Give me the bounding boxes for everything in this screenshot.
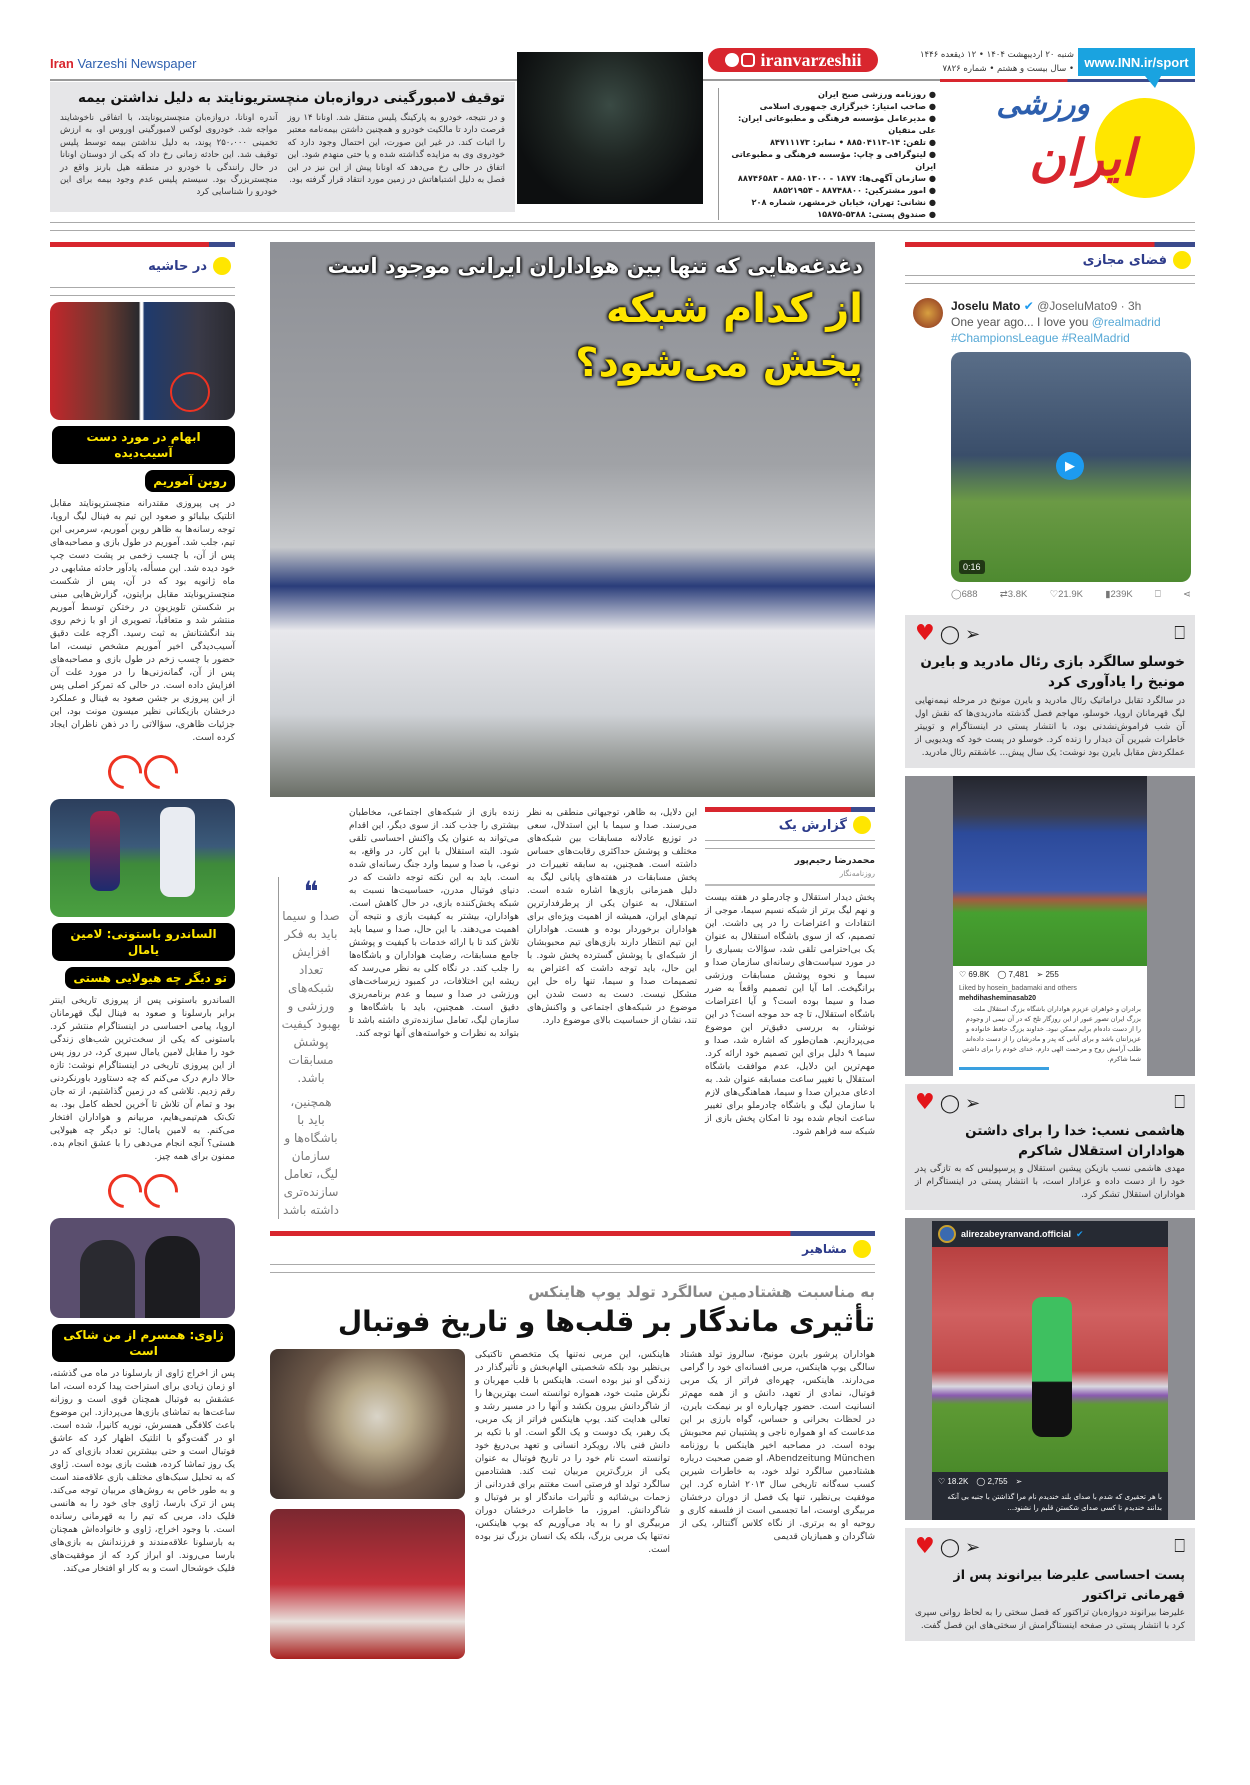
bookmark-icon[interactable]: ⎕ (1174, 1092, 1185, 1113)
story-title: خوسلو سالگرد بازی رئال مادرید و بایرن مونیخ را یادآوری کرد (920, 654, 1185, 690)
brand-line (50, 56, 196, 71)
heynckes-col2: هاینکس، این مربی نه‌تنها یک متخصص تاکتیکی بی‌نظیر بود بلکه شخصیتی الهام‌بخش و تأثیرگذار در زندگی او نیز بوده است. هاینکس با قلب مهربان و نگرش مثبت خود، همواره توانسته است بهترین‌ها را از شاگردانش بیرون بکشد و آنها را در مسیر رشد و تعالی هدایت کند. یوپ هاینکس فراتر از یک مربی، یک رهبر، یک دوست و یک الگو است. او با تکیه بر دانش فنی بالا، رویکرد انسانی و تعهد بی‌دریغ خود توانسته است نام خود را در تاریخ فوتبال به عنوان یکی از بزرگ‌ترین مربیان ثبت کند. هشتادمین سالگرد تولد او فرصتی است مغتنم برای قدردانی از زحمات بی‌شائبه و تأثیرات ماندگار او بر فوتبال و شاگردانش. امروز، ما خاطرات درخشان دوران مربیگری او را به یاد می‌آوریم که یوپ هاینکس، نه‌تنها یک مربی بزرگ، بلکه یک انسان بزرگ نیز بوده است. (475, 1350, 670, 1555)
masthead-line: ● صاحب امتیاز: خبرگزاری جمهوری اسلامی (759, 101, 936, 111)
quote-icon: ❝ (303, 875, 319, 908)
caption-bastoni-1: الساندرو باستونی: لامین یامال (52, 923, 235, 961)
comment-icon[interactable]: ◯ (939, 1093, 960, 1114)
page-body (50, 242, 1195, 1679)
right-column (905, 242, 1195, 1641)
website-url: www.INN.ir/sport (1084, 54, 1189, 70)
reply-count[interactable]: ◯688 (951, 589, 978, 600)
heart-icon[interactable]: ♥ (915, 621, 935, 646)
yellow-dot-icon (1173, 251, 1191, 269)
post-photo (953, 776, 1147, 966)
heynckes-photo-2 (270, 1509, 465, 1659)
main-col2: این دلایل، به ظاهر، توجیهاتی منطقی به نظر می‌رسند. صدا و سیما با این استدلال، سعی در توزیع عادلانه مسابقات بین شبکه‌های مختلف و پوشش حداکثری رقابت‌های حساس داشته است. همچنین، به سابقه تغییرات در پخش مسابقات در هفته‌های پایانی لیگ به دلیل همزمانی بازی‌ها اشاره شده است. استقلال، به عنوان یکی از پرطرفدارترین تیم‌های ایران، همیشه از اهمیت ویژه‌ای برای هواداران برخوردار بوده و هست. هواداران این تیم انتظار دارند بازی‌های تیم محبوبشان از شبکه‌ای با پوشش گسترده پخش شود. با این حال، باید توجه داشت که اعتراض به تصمیمات صدا و سیما، تنها راه حل این مشکل نیست. دست به دست شدن این موضوع در شبکه‌های اجتماعی و واکنش‌های تند، نشان از حساسیت بالای موضوع دارد. (527, 808, 697, 1026)
author-role: روزنامه‌نگار (839, 869, 875, 878)
heart-icon[interactable]: ♥ (915, 1534, 935, 1559)
telegram-icon (725, 53, 739, 67)
post-user[interactable]: mehdihasheminasab20 (959, 995, 1037, 1002)
section-rule (705, 840, 875, 849)
comment-count[interactable]: ◯ 2,755 (976, 1477, 1008, 1486)
verified-icon: ✔ (1076, 1228, 1084, 1239)
tweet-name: Joselu Mato (951, 299, 1021, 313)
website-badge[interactable] (1078, 48, 1195, 76)
author-name: محمدرضا رحیم‌پور (794, 856, 875, 866)
heart-icon[interactable]: ♥ (915, 1090, 935, 1115)
send-icon[interactable]: ➢ (965, 1537, 981, 1558)
comment-icon[interactable]: ◯ (939, 624, 960, 645)
play-icon[interactable]: ▶ (1056, 452, 1084, 480)
masthead-line: ● امور مشترکین: ۸۸۷۴۸۸۰۰ - ۸۸۵۲۱۹۵۴ (772, 185, 936, 195)
logo-text-sub: ورزشی (996, 87, 1090, 122)
like-count[interactable]: ♡ 69.8K (959, 970, 990, 979)
amorim-body: در پی پیروزی مقتدرانه منچستریونایتد مقابل اتلتیک بیلبائو و صعود این تیم به فینال لیگ اروپا، توجه رسانه‌ها به ظاهر روبن آموریم، سرمربی این تیم، جلب شد. آموریم در طول بازی و مصاحبه‌های پس از آن، با چسب زخمی بر پشت دست چپ خود دیده شد. این مسأله، یادآور حادثه مشابهی در ماه ژانویه بود که در آن، پس از شکست منچستریونایتد مقابل برایتون، گزارش‌هایی مبنی بر شکستن تلویزیون در رختکن توسط آموریم منتشر شد و متعاقباً، تصویری از او با زخم روی بند انگشتانش به ثبت رسید. اگرچه علت دقیق آسیب‌دیدگی اخیر آموریم مشخص نیست، اما حضور با چسب زخم در طول بازی و مصاحبه‌های پس از آن، گمانه‌زنی‌ها را در مورد علت آن افزایش داده است. در حالی که تمرکز اصلی پس از این پیروزی بر جشن صعود به فینال و عملکرد درخشان بازیکنانی نظیر میسون مونت بود، این جزئیات ظاهری، سؤالاتی را در ذهن ناظران ایجاد کرده است. (49, 499, 235, 743)
liked-by: Liked by hosein_badamaki and others (959, 985, 1077, 992)
lamborghini-photo (517, 52, 703, 204)
tweet-handle: @JoseluMato9 · 3h (1037, 299, 1142, 313)
section-header-social: فضای مجازی (905, 247, 1195, 275)
left-column (50, 242, 235, 1576)
progress-dots (959, 1067, 1049, 1070)
post-caption: برادران و خواهران عزیزم هواداران باشگاه بزرگ استقلال ملت بزرگ ایران تصور عبور از این روزگار تلخ که در آن نیمی از وجودم را از دست داده‌ام برایم ممکن نبود. خداوند بزرگ حافظ خانواده و عزیزانتان باشد و برای آنانی که پدر و مادرشان را از دست داده‌اند طلب آرامش روح و مرحمت الهی دارم. خدای خودم را برای داشتن شما شاکرم. (962, 1005, 1141, 1063)
main-columns (270, 807, 875, 1219)
logo (945, 88, 1195, 210)
instagram-post-hashemi[interactable] (905, 776, 1195, 1076)
tweet-video[interactable] (951, 352, 1191, 582)
masthead-info (718, 88, 936, 220)
heynckes-col1: هواداران پرشور بایرن مونیخ، سالروز تولد هشتاد سالگی یوپ هاینکس، مربی افسانه‌ای خود را گرامی می‌دارند. هاینکس، چهره‌ای فراتر از یک مربی فوتبال، نمادی از تعهد، دانش و از همه مهم‌تر انسانیت است. حضور چهارباره او بر نیمکت بایرن، در لحظات بحرانی و حساس، گواه بارزی بر این مدعاست که او همواره ناجی و پشتیبان تیم محبوبش بوده است. در مصاحبه اخیر هاینکس با روزنامه Abendzeitung München، او ضمن صحبت درباره هشتادمین سالگرد تولد خود، به خاطرات شیرین کسب سه‌گانه تاریخی سال ۲۰۱۳ اشاره کرد. این موفقیت بی‌نظیر، تنها یک فصل از دوران درخشان مربیگری اوست، اما تجسمی است از فلسفه کاری و روحیه او به برتری. از نگاه کلاس آگنتالر، یکی از شاگردان و همبازیان قدیمی (680, 1350, 875, 1542)
quote-icon (50, 1170, 235, 1212)
yellow-dot-icon (213, 257, 231, 275)
author (705, 855, 875, 886)
heynckes-section (270, 1231, 875, 1659)
retweet-count[interactable]: ⇄3.8K (999, 589, 1028, 600)
story-title: هاشمی نسب: خدا را برای داشتن هواداران استقلال شاکرم (965, 1123, 1185, 1159)
send-icon[interactable]: ➢ (965, 1093, 981, 1114)
section-header-margin: در حاشیه (50, 253, 235, 281)
story-joselu (905, 615, 1195, 768)
main-title-1: از کدام شبکه (605, 286, 863, 332)
xavi-body: پس از اخراج ژاوی از بارسلونا در ماه می گذشته، او زمان زیادی برای استراحت پیدا کرده است، اما عشقش به فوتبال همچنان قوی است و روزانه ساعت‌ها به تماشای بازی‌ها می‌پردازد. این موضوع باعث کلافگی همسرش، نوریه کانیرا، شده است. او در گفت‌وگو با اتلتیک اظهار کرد که عاشق فوتبال است و حتی بیشترین تعداد بازی‌ای که در یک روز تماشا کرده، هشت بازی بوده است. ژاوی که به تحلیل سبک‌های مختلف بازی علاقه‌مند است و به طور خاص به روش‌های مربیان توجه می‌کند. پس از ترک بارسا، ژاوی جای خود را به هانسی فلیک داد، مربی که تیم را به قهرمانی رسانده است. با وجود اخراج، ژاوی و خانواده‌اش همچنان به بارسلونا علاقه‌مندند و فرزندانش به بازی‌های بارسا می‌روند. او ابراز کرد که از موفقیت‌های فلیک خوشحال است و به کار او افتخار می‌کند. (50, 1369, 235, 1574)
bookmark-icon[interactable]: ⎕ (1154, 589, 1161, 600)
post-user[interactable]: alirezabeyranvand.official (961, 1229, 1072, 1239)
brand-blue: Varzeshi Newspaper (77, 56, 197, 71)
heynckes-title: تأثیری ماندگار بر قلب‌ها و تاریخ فوتبال (337, 1305, 875, 1338)
masthead-line: ● نشانی: تهران، خیابان خرمشهر، شماره ۲۰۸ (751, 197, 936, 207)
story-body: مهدی هاشمی نسب بازیکن پیشین استقلال و پرسپولیس که به تازگی پدر خود را از دست داده و عزادار است، با انتشار پستی در اینستاگرام از هواداران استقلال تشکر کرد. (915, 1164, 1185, 1200)
instagram-post-beiranvand[interactable] (905, 1218, 1195, 1520)
top-story-col1: آندره اونانا، دروازه‌بان منچستریونایتد، با اتفاقی ناخوشایند مواجه شد. خودروی لوکس لامبورگینی اوروس او، به ارزش تخمینی ۲۵۰،۰۰۰ پوند، به دلیل نداشتن بیمه توسط پلیس توقیف شد. این حادثه زمانی رخ داد که یکی از دوستان اونانا در حال رانندگی با خودرو در منطقه هیل بارنز واقع در منچستربزرگ بود. سیستم پلیس عدم وجود بیمه برای این خودرو را شناسایی کرد (60, 113, 278, 198)
caption-amorim-2: روبن آموریم (145, 470, 235, 492)
date-line: شنبه ۲۰ اردیبهشت ۱۴۰۴ • ۱۲ ذیقعده ۱۴۴۶ (919, 50, 1074, 60)
amorim-photo (50, 302, 235, 420)
caption-amorim-1: ابهام در مورد دست آسیب‌دیده (52, 426, 235, 464)
date-block (882, 48, 1074, 76)
top-story-col2: و در نتیجه، خودرو به پارکینگ پلیس منتقل شد. اونانا ۱۴ روز فرصت دارد تا مالکیت خودرو و همچنین داشتن بیمه‌نامه معتبر را اثبات کند. در غیر این صورت، این احتمال وجود دارد که خودروی وی به مزایده گذاشته شده و یا حتی منهدم شود. این اتفاق در حالی رخ می‌دهد که اونانا پیش از این نیز در این فصل به دلیل اشتباهاتش در زمین مورد انتقاد قرار گرفته بود. (287, 113, 505, 186)
pull-quote: ❝ صدا و سیما باید به فکر افزایش تعداد شبکه‌های ورزشی و بهبود کیفیت پوشش مسابقات باشد. همچنین، باید با باشگاه‌ها و سازمان لیگ، تعامل سازنده‌تری داشته باشد (278, 877, 341, 1219)
caption-xavi: ژاوی: همسرم از من شاکی است (52, 1324, 235, 1362)
like-count[interactable]: ♡ 18.2K (938, 1477, 969, 1486)
verified-icon: ✔ (1023, 299, 1034, 313)
section-rule (50, 287, 235, 296)
main-photo (270, 242, 875, 797)
social-handle-pill[interactable] (708, 48, 878, 72)
brand-red: Iran (50, 56, 74, 71)
like-count[interactable]: ♡21.9K (1049, 589, 1083, 600)
bastoni-body: الساندرو باستونی پس از پیروزی تاریخی اینتر برابر بارسلونا و صعود به فینال لیگ قهرمانان اروپا، پیامی احساسی در اینستاگرام منتشر کرد. باستونی که یکی از سخت‌ترین شب‌های زندگی خود را مقابل لامین یامال سپری کرد، در روز پس از این پیروزی تاریخی در اینستاگرام نوشت: تازه حالا دارم درک می‌کنم که چه دستاورد باورنکردنی رقم زدیم. تلاشی که در زمین گذاشتیم، از ته جان بود و تمام آن تلاش تا آخرین لحظه کامل بود. به تک‌تک هم‌تیمی‌هایم، مربیانم و هواداران افتخار می‌کنم. به لامین یامال: تو دیگر چه هیولایی هستی؟ آنچه انجام می‌دهی را با عشق انجام بده. ممنون برای همه چیز. (50, 996, 235, 1162)
instagram-icon (741, 53, 755, 67)
xavi-photo (50, 1218, 235, 1318)
section-header-report: گزارش یک (705, 812, 875, 840)
story-beiranvand (905, 1528, 1195, 1641)
yellow-dot-icon (853, 816, 871, 834)
story-title: پست احساسی علیرضا بیرانوند پس از قهرمانی تراکتور (953, 1567, 1185, 1602)
masthead-line: ● لیتوگرافی و چاپ: مؤسسه فرهنگی و مطبوعاتی ایران (731, 149, 936, 171)
tweet-card[interactable] (905, 292, 1195, 607)
bookmark-icon[interactable]: ⎕ (1174, 623, 1185, 644)
masthead-line: ● صندوق پستی: ۵۳۸۸-۱۵۸۷۵ (817, 209, 936, 219)
video-time: 0:16 (959, 560, 985, 574)
tweet-hashtags[interactable]: #ChampionsLeague #RealMadrid (951, 331, 1130, 345)
top-story (50, 82, 515, 212)
main-title-2: پخش می‌شود؟ (575, 340, 863, 386)
header-divider (50, 222, 1195, 231)
center-column (270, 242, 875, 1659)
logo-text: ایران (1028, 128, 1135, 187)
view-count: ▮239K (1105, 589, 1133, 600)
bastoni-yamal-photo (50, 799, 235, 917)
share-count[interactable]: ➢ 255 (1036, 970, 1059, 979)
main-col1: پخش دیدار استقلال و چادرملو در هفته بیست و نهم لیگ برتر از شبکه نسیم سیما، موجی از انتقادات و اعتراضات را در پی داشت. این تصمیم، که از سوی باشگاه استقلال به عنوان یک بی‌احترامی تلقی شد، سؤالات بسیاری را در مورد سیاست‌های رسانه‌ای سازمان صدا و سیما و نحوه پوشش مسابقات ورزشی برانگیخت. اما آیا این تصمیم واقعاً به ضرر صدا و سیما بوده است؟ و آیا اعتراضات باشگاه استقلال، تا چه حد موجه است؟ در این نوشتار، به بررسی دقیق‌تر این موضوع می‌پردازیم. همان‌طور که اشاره شد، صدا و سیما ۹ دلیل برای این تصمیم خود ارائه کرد. مهم‌ترین این دلایل، عدم موافقت باشگاه استقلال با تغییر ساعت مسابقه عنوان شد. به ادعای مدیران صدا و سیما، هماهنگی‌های لازم با سازمان لیگ و باشگاه چادرملو برای تغییر ساعت انجام شده بود تا امکان پخش بازی از شبکه سه فراهم شود. (705, 893, 875, 1137)
issue-line: • سال بیست و هشتم • شماره ۷۸۲۶ (942, 64, 1074, 74)
quote-icon (50, 751, 235, 793)
masthead-line: ● تلفن: ۱۴-۸۸۵۰۴۱۱۳ • نمابر: ۸۴۷۱۱۱۷۳ (769, 137, 936, 147)
top-story-title: توقیف لامبورگینی دروازه‌بان منچستریونایتد به دلیل نداشتن بیمه (77, 90, 505, 106)
heynckes-kicker: به مناسبت هشتادمین سالگرد تولد یوپ هاینکس (528, 1283, 875, 1301)
masthead-line: ● مدیرعامل مؤسسه فرهنگی و مطبوعاتی ایران: علی متقیان (737, 113, 936, 135)
website-badge-tail (1145, 76, 1161, 88)
injury-circle (170, 372, 210, 412)
story-body: علیرضا بیرانوند دروازه‌بان تراکتور که فصل سختی را به لحاظ روانی سپری کرد با انتشار پستی در صفحه اینستاگرامش از سختی‌های این فصل گفت. (915, 1608, 1185, 1631)
yellow-dot-icon (853, 1240, 871, 1258)
send-icon[interactable]: ➢ (1015, 1477, 1023, 1486)
masthead-line: ● سازمان آگهی‌ها: ۱۸۷۷ - ۸۸۵۰۱۳۰۰ - ۸۸۷۴۶۵۸۳ (737, 173, 936, 183)
share-icon[interactable]: ⋖ (1182, 589, 1191, 600)
section-header-celebs: مشاهیر (270, 1236, 875, 1264)
bookmark-icon[interactable]: ⎕ (1174, 1536, 1185, 1557)
tweet-text: One year ago... I love you (951, 315, 1092, 329)
main-kicker: دغدغه‌هایی که تنها بین هواداران ایرانی موجود است (327, 254, 863, 278)
story-body: در سالگرد تقابل دراماتیک رئال مادرید و بایرن مونیخ در مرحله نیمه‌نهایی لیگ قهرمانان اروپا، خوسلو، مهاجم فصل گذشته مادریدی‌ها که نقش اول آن شب فراموش‌نشدنی بود، با انتشار پستی در اینستاگرام و توییتر خاطرات شیرین آن دیدار را زنده کرد. خوسلو در پست خود که ویدیویی از عملکردش مقابل بایرن بود نوشت: یک سال پیش... عاشقتم رئال مادرید. (915, 696, 1185, 758)
section-rule (905, 275, 1195, 284)
story-hashemi (905, 1084, 1195, 1210)
comment-icon[interactable]: ◯ (939, 1537, 960, 1558)
main-col3: زنده بازی از شبکه‌های اجتماعی، مخاطبان بیشتری را جذب کند. از سوی دیگر، این اقدام می‌تواند به عنوان یک واکنش احساسی تلقی شود. البته استقلال با این کار، در واقع، به نوعی، با صدا و سیما وارد جنگ رسانه‌ای شده است. باید به این نکته توجه داشت که در دنیای فوتبال مدرن، حساسیت‌ها نسبت به شبکه پخش‌کننده بازی، در حال کاهش است. هواداران، بیشتر به کیفیت بازی و نتیجه آن اهمیت می‌دهند. با این حال، صدا و سیما باید تلاش کند تا با ارائه خدمات با کیفیت و پوشش جامع مسابقات، رضایت هواداران و باشگاه‌ها را جلب کند. در نگاه کلی به نظر می‌رسد که ریشه این اختلافات، در کمبود زیرساخت‌های ورزشی در صدا و سیما و عدم برنامه‌ریزی دقیق است. همچنین، باید با باشگاه‌ها و سازمان لیگ، تعامل سازنده‌تری داشته باشد تا بتواند به نظرات و خواسته‌های آنها توجه کند. (349, 808, 519, 1039)
heynckes-photo-1 (270, 1349, 465, 1499)
avatar (913, 298, 943, 328)
post-caption: با هر تحقیری که شدم با صدای بلند خندیدم نام مرا گذاشتن با جنبه بی آنکه بدانند خندیدم تا کسی صدای شکستن قلبم را نشنود... (947, 1493, 1162, 1512)
caption-bastoni-2: تو دیگر چه هیولایی هستی (65, 967, 235, 989)
social-handle: iranvarzeshii (760, 49, 862, 70)
masthead-line: ● روزنامه ورزشی صبح ایران (817, 89, 936, 99)
tweet-mention[interactable]: @realmadrid (1091, 315, 1161, 329)
section-rule (270, 1264, 875, 1273)
avatar (938, 1225, 956, 1243)
post-photo (932, 1247, 1168, 1472)
section-bar (50, 242, 235, 247)
comment-count[interactable]: ◯ 7,481 (997, 970, 1029, 979)
send-icon[interactable]: ➢ (965, 624, 981, 645)
